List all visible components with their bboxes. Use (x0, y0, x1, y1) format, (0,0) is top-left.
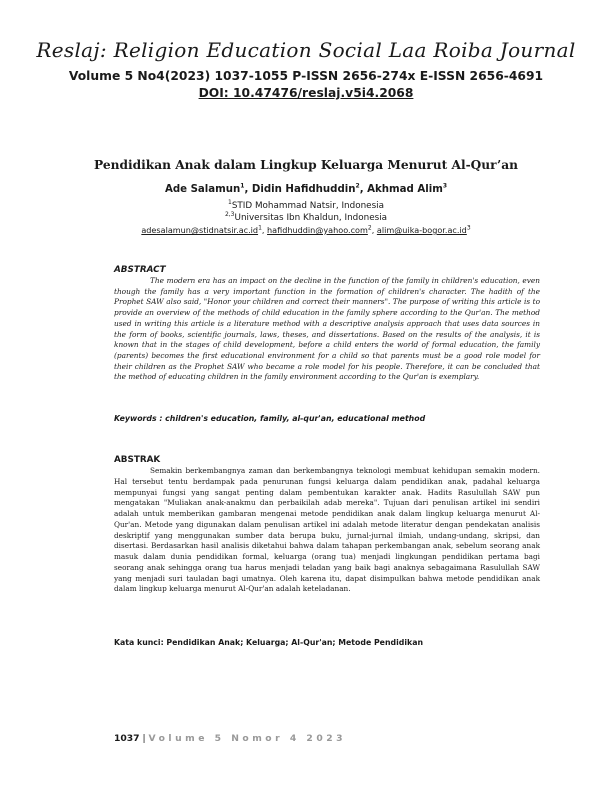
volume-issn-line: Volume 5 No4(2023) 1037-1055 P-ISSN 2656-274x E-ISSN 2656-4691 (68, 69, 544, 83)
affiliation-sup: 1 (228, 199, 232, 207)
email-sep: , (261, 225, 268, 235)
journal-title: Reslaj: Religion Education Social Laa Roiba Journal (36, 38, 576, 62)
author-sep: , (359, 184, 368, 195)
email-link[interactable]: hafidhuddin@yahoo.com (267, 225, 368, 235)
email-sup: 2 (367, 224, 372, 232)
article-title: Pendidikan Anak dalam Lingkup Keluarga Menurut Al-Qur’an (94, 158, 518, 172)
affiliation-sup: 2,3 (224, 211, 235, 219)
abstract-id-heading: ABSTRAK (114, 455, 161, 465)
affiliation-text: Universitas Ibn Khaldun, Indonesia (234, 213, 388, 223)
author-sup: 2 (355, 182, 360, 190)
email-link[interactable]: alim@uika-bogor.ac.id (376, 225, 467, 235)
email-sep: , (371, 225, 377, 235)
abstract-id-body: Semakin berkembangnya zaman dan berkembangnya teknologi membuat kehidupan semakin modern. Hal tersebut tentu berdampak pada penurunan fungsi keluarga dalam pendidikan anak, padahal keluarga mempunyai fungsi yang sangat penting dalam pembentukan karakter anak. Hadits Rasulullah SAW pun mengatakan "Muliakan anak-anakmu dan perbaikilah adab mereka". Tujuan dari penulisan artikel ini sendiri adalah untuk memberikan gambaran mengenai metode pendidikan anak dalam lingkup keluarga menurut Al-Qur'an. Metode yang digunakan dalam penulisan artikel ini adalah metode literatur dengan pendekatan analisis deskriptif yang menggunakan sumber data berupa buku, jurnal-jurnal ilmiah, undang-undang, skripsi, dan disertasi. Berdasarkan hasil analisis diketahui bahwa dalam tahapan perkembangan anak, sebelum seorang anak masuk dalam dunia pendidikan formal, keluarga (orang tua) menjadi lingkungan pendidikan pertama bagi seorang anak sehingga orang tua harus menjadi teladan yang baik bagi anaknya sebagaimana Rasulullah SAW yang menjadi suri tauladan bagi umatnya. Oleh karena itu, dapat disimpulkan bahwa metode pendidikan anak dalam lingkup keluarga menurut Al-Qur'an adalah keteladanan. (114, 466, 540, 594)
page-number: 1037 (114, 733, 140, 744)
abstract-en-body: The modern era has an impact on the decline in the function of the family in children's education, even though the family has a very important function in the formation of children's character. The hadith of the Prophet SAW also said, "Honor your children and correct their manners". The purpose of writing this article is to provide an overview of the methods of child education in the family sphere according to the Qur'an. The method used in writing this article is a literature method with a descriptive analysis approach that uses data sources in the form of books, scientific journals, laws, theses, and dissertations. Based on the results of the analysis, it is known that in the stages of child development, before a child enters the world of formal education, the family (parents) becomes the first educational environment for a child so that parents must be a good role model for their children as the Prophet SAW who became a role model for his people. Therefore, it can be concluded that the method of educating children in the family environment according to the Qur'an is exemplary. (114, 276, 540, 382)
affiliation (0, 213, 612, 223)
author-emails (0, 225, 612, 235)
keywords-id: Kata kunci: Pendidikan Anak; Keluarga; Al-Qur'an; Metode Pendidikan (114, 638, 424, 647)
keywords-en: Keywords : children's education, family, al-qur'an, educational method (114, 414, 426, 423)
footer-volume: Volume 5 Nomor 4 2023 (148, 733, 346, 744)
email-link[interactable]: adesalamun@stidnatsir.ac.id (141, 225, 259, 235)
email-sup: 3 (466, 224, 471, 232)
author-name: Akhmad Alim (367, 184, 443, 195)
author-sup: 3 (442, 182, 448, 190)
email-sup: 1 (258, 224, 262, 232)
author-name: Ade Salamun (164, 184, 241, 195)
doi-link[interactable]: DOI: 10.47476/reslaj.v5i4.2068 (198, 86, 414, 100)
footer-separator: | (139, 733, 149, 744)
page-footer (114, 733, 346, 744)
abstract-en-heading: ABSTRACT (114, 265, 166, 275)
author-list (0, 184, 612, 195)
author-name: Didin Hafidhuddin (251, 184, 356, 195)
author-sup: 1 (240, 182, 245, 190)
affiliation-text: STID Mohammad Natsir, Indonesia (231, 201, 384, 211)
affiliation (0, 201, 612, 211)
author-sep: , (244, 184, 252, 195)
